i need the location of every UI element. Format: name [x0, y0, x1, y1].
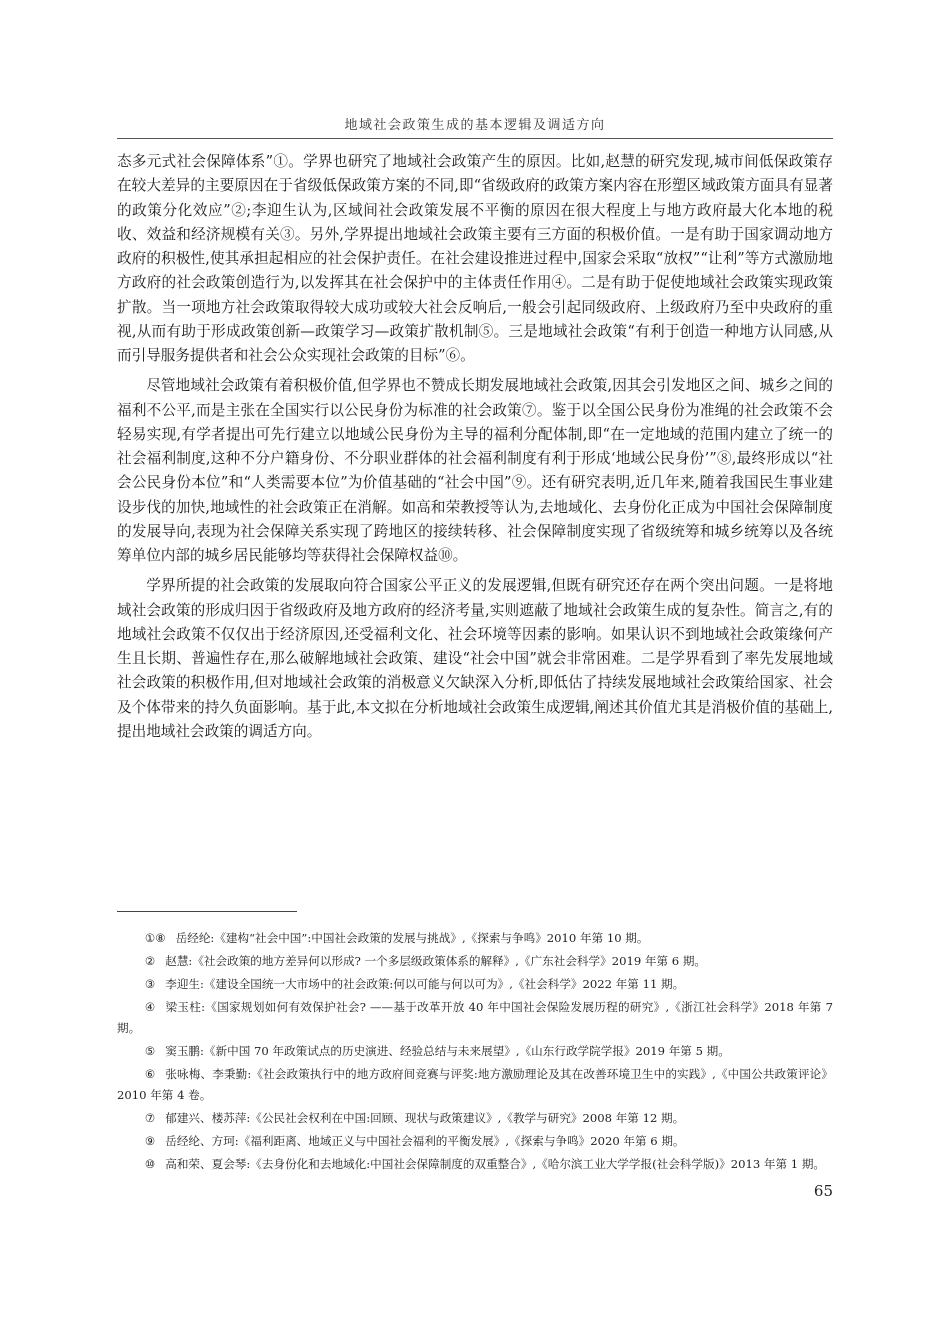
- footnote-item: [117, 974, 833, 995]
- footnote-mark: ⑤: [144, 1044, 156, 1058]
- footnote-item: [117, 1131, 833, 1152]
- footnotes: [117, 928, 833, 1177]
- footnote-item: [117, 1041, 833, 1062]
- footnote-item: [117, 1108, 833, 1129]
- paragraph-1: 态多元式社会保障体系”①。学界也研究了地域社会政策产生的原因。比如,赵慧的研究发现,城市间低保政策存在较大差异的主要原因在于省级低保政策方案的不同,即“省级政府的政策方案内容在形塑区域政策方面具有显著的政策分化效应”②;李迎生认为,区域间社会政策发展不平衡的原因在很大程度上与地方政府最大化本地的税收、效益和经济规模有关③。另外,学界提出地域社会政策主要有三方面的积极价值。一是有助于国家调动地方政府的积极性,使其承担起相应的社会保护责任。在社会建设推进过程中,国家会采取“放权”“让利”等方式激励地方政府的社会政策创造行为,以发挥其在社会保护中的主体责任作用④。二是有助于促使地域社会政策实现政策扩散。当一项地方社会政策取得较大成功或较大社会反响后,一般会引起同级政府、上级政府乃至中央政府的重视,从而有助于形成政策创新—政策学习—政策扩散机制⑤。三是地域社会政策“有利于创造一种地方认同感,从而引导服务提供者和社会公众实现社会政策的目标”⑥。: [117, 153, 833, 364]
- footnote-text: 梁玉柱:《国家规划如何有效保护社会? ——基于改革开放 40 年中国社会保险发展历程的研究》,《浙江社会科学》2018 年第 7 期。: [117, 1000, 833, 1035]
- body-text: [117, 150, 833, 744]
- footnote-text: 李迎生:《建设全国统一大市场中的社会政策:何以可能与何以可为》,《社会科学》2022 年第 11 期。: [165, 977, 685, 991]
- footnote-item: [117, 1154, 833, 1175]
- footnote-mark: ②: [144, 954, 156, 968]
- running-header: 地域社会政策生成的基本逻辑及调适方向: [344, 118, 606, 133]
- footnote-mark: ⑥: [144, 1067, 156, 1081]
- header-rule: [117, 138, 833, 139]
- footnote-text: 窦玉鹏:《新中国 70 年政策试点的历史演进、经验总结与未来展望》,《山东行政学院学报》2019 年第 5 期。: [165, 1044, 730, 1058]
- footnote-mark: ⑩: [144, 1157, 156, 1171]
- paragraph-3: 学界所提的社会政策的发展取向符合国家公平正义的发展逻辑,但既有研究还存在两个突出问题。一是将地域社会政策的形成归因于省级政府及地方政府的经济考量,实则遮蔽了地域社会政策生成的复杂性。简言之,有的地域社会政策不仅仅出于经济原因,还受福利文化、社会环境等因素的影响。如果认识不到地域社会政策缘何产生且长期、普遍性存在,那么破解地域社会政策、建设“社会中国”就会非常困难。二是学界看到了率先发展地域社会政策的积极作用,但对地域社会政策的消极意义欠缺深入分析,即低估了持续发展地域社会政策给国家、社会及个体带来的持久负面影响。基于此,本文拟在分析地域社会政策生成逻辑,阐述其价值尤其是消极价值的基础上,提出地域社会政策的调适方向。: [117, 577, 833, 740]
- footnote-mark: ⑦: [144, 1111, 156, 1125]
- footnote-text: 岳经纶、方珂:《福利距离、地域正义与中国社会福利的平衡发展》,《探索与争鸣》2020 年第 6 期。: [165, 1134, 685, 1148]
- footnote-item: [117, 1064, 833, 1106]
- footnote-mark: ④: [144, 1000, 156, 1014]
- footnote-mark: ⑨: [144, 1134, 156, 1148]
- footnote-item: [117, 951, 833, 972]
- footnote-rule: [117, 911, 297, 912]
- footnote-text: 郁建兴、楼苏萍:《公民社会权利在中国:回顾、现状与政策建议》,《教学与研究》2008 年第 12 期。: [165, 1111, 685, 1125]
- footnote-text: 岳经纶:《建构“社会中国”:中国社会政策的发展与挑战》,《探索与争鸣》2010 年第 10 期。: [175, 931, 649, 945]
- footnote-text: 张咏梅、李秉勤:《社会政策执行中的地方政府间竞赛与评奖:地方激励理论及其在改善环境卫生中的实践》,《中国公共政策评论》2010 年第 4 卷。: [117, 1067, 833, 1102]
- footnote-text: 赵慧:《社会政策的地方差异何以形成? 一个多层级政策体系的解释》,《广东社会科学》2019 年第 6 期。: [165, 954, 707, 968]
- paragraph-2: 尽管地域社会政策有着积极价值,但学界也不赞成长期发展地域社会政策,因其会引发地区之间、城乡之间的福利不公平,而是主张在全国实行以公民身份为标准的社会政策⑦。鉴于以全国公民身份为准绳的社会政策不会轻易实现,有学者提出可先行建立以地域公民身份为主导的福利分配体制,即“在一定地域的范围内建立了统一的社会福利制度,这种不分户籍身份、不分职业群体的社会福利制度有利于形成‘地域公民身份’”⑧,最终形成以“社会公民身份本位”和“人类需要本位”为价值基础的“社会中国”⑨。还有研究表明,近几年来,随着我国民生事业建设步伐的加快,地域性的社会政策正在消解。如高和荣教授等认为,去地域化、去身份化正成为中国社会保障制度的发展导向,表现为社会保障关系实现了跨地区的接续转移、社会保障制度实现了省级统筹和城乡统筹以及各统筹单位内部的城乡居民能够均等获得社会保障权益⑩。: [117, 377, 833, 564]
- footnote-mark: ③: [144, 977, 156, 991]
- footnote-mark: ①⑧: [144, 931, 166, 945]
- footnote-item: [117, 928, 833, 949]
- footnote-item: [117, 997, 833, 1039]
- footnote-text: 高和荣、夏会琴:《去身份化和去地域化:中国社会保障制度的双重整合》,《哈尔滨工业大学学报(社会科学版)》2013 年第 1 期。: [165, 1157, 826, 1171]
- page-number: 65: [813, 1182, 833, 1200]
